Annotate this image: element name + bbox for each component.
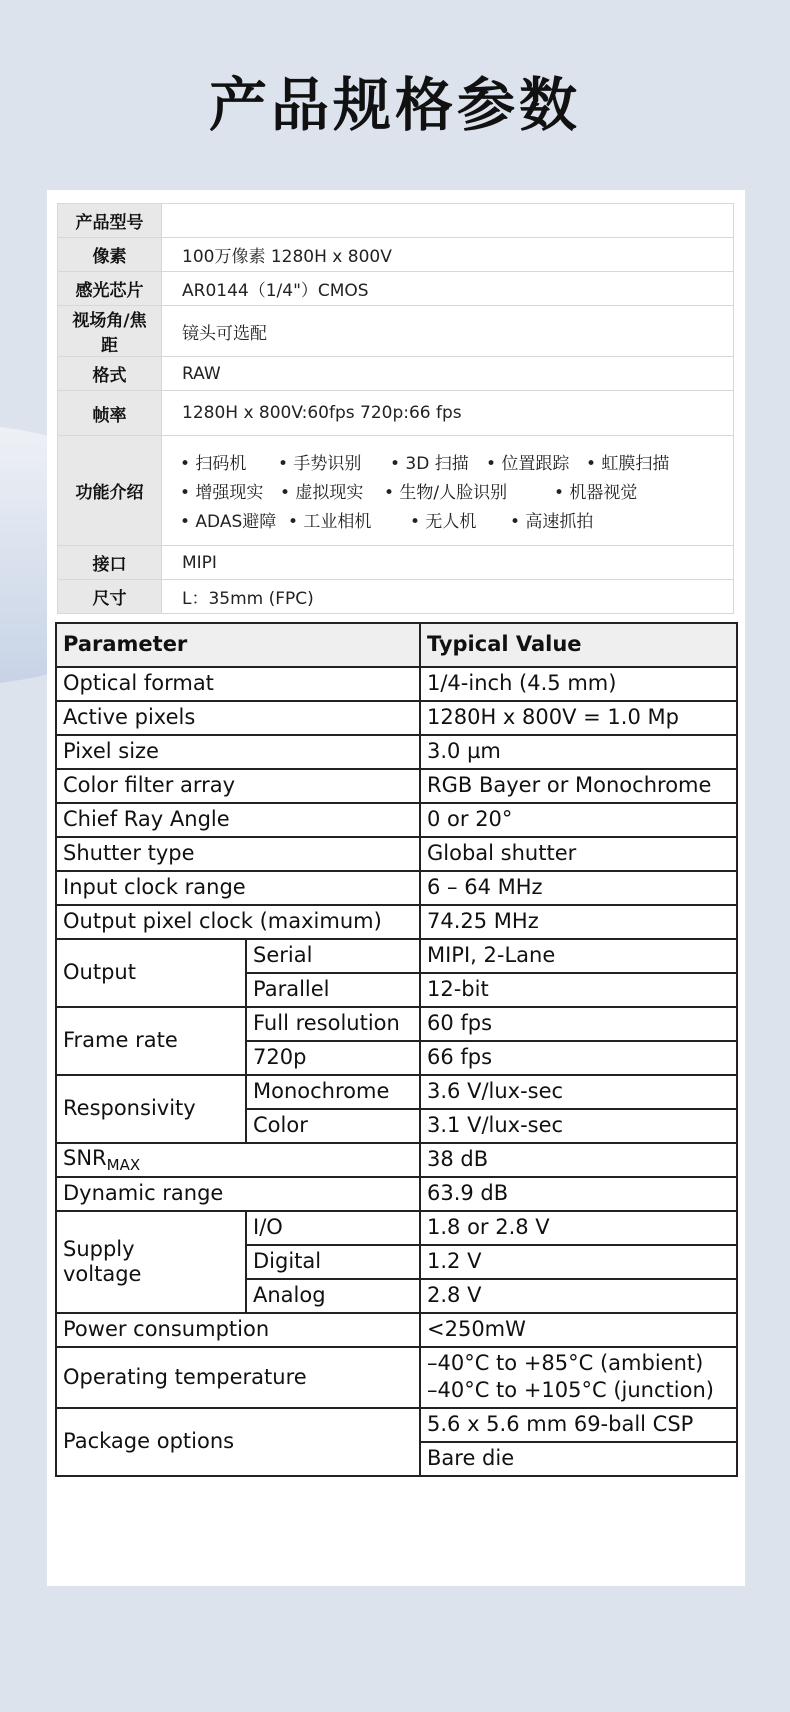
- table-row: [56, 1177, 737, 1211]
- table-row: [56, 769, 737, 803]
- table-row: [56, 1408, 737, 1442]
- param-value: 3.1 V/lux-sec: [420, 1109, 737, 1143]
- spec-key: 尺寸: [58, 580, 162, 614]
- param-label: Frame rate: [56, 1007, 246, 1075]
- param-label: Optical format: [56, 667, 420, 701]
- features-line: [180, 505, 713, 534]
- feature-item: • 扫码机: [180, 454, 247, 474]
- spec-key: 感光芯片: [58, 272, 162, 306]
- features-line: [180, 447, 713, 476]
- param-label: Input clock range: [56, 871, 420, 905]
- spec-value: 镜头可选配: [162, 306, 734, 357]
- table-row: [58, 306, 734, 357]
- feature-item: • 增强现实: [180, 483, 264, 503]
- param-value: 60 fps: [420, 1007, 737, 1041]
- spec-key: 视场角/焦距: [58, 306, 162, 357]
- spec-value: 1280H x 800V:60fps 720p:66 fps: [162, 391, 734, 436]
- feature-item: • ADAS避障: [180, 512, 277, 532]
- feature-item: • 虚拟现实: [280, 483, 364, 503]
- param-sublabel: Monochrome: [246, 1075, 420, 1109]
- column-header-value: Typical Value: [420, 623, 737, 667]
- param-label: [56, 1143, 420, 1177]
- param-sublabel: Full resolution: [246, 1007, 420, 1041]
- parameter-table: [55, 622, 738, 1477]
- param-value: MIPI, 2-Lane: [420, 939, 737, 973]
- param-sublabel: 720p: [246, 1041, 420, 1075]
- param-value: RGB Bayer or Monochrome: [420, 769, 737, 803]
- param-sublabel: Analog: [246, 1279, 420, 1313]
- table-row: [56, 1347, 737, 1408]
- param-sublabel: Serial: [246, 939, 420, 973]
- param-sublabel: Parallel: [246, 973, 420, 1007]
- spec-card: [47, 190, 745, 1586]
- param-value: <250mW: [420, 1313, 737, 1347]
- table-row: [56, 735, 737, 769]
- param-label: Output: [56, 939, 246, 1007]
- spec-key: 像素: [58, 238, 162, 272]
- table-row: [58, 580, 734, 614]
- snr-subscript: MAX: [106, 1156, 141, 1175]
- spec-value: MIPI: [162, 546, 734, 580]
- spec-key: 接口: [58, 546, 162, 580]
- param-label: Active pixels: [56, 701, 420, 735]
- param-label: [56, 1211, 246, 1313]
- param-value: 0 or 20°: [420, 803, 737, 837]
- feature-item: • 高速抓拍: [510, 512, 594, 532]
- param-value: 66 fps: [420, 1041, 737, 1075]
- feature-item: • 机器视觉: [554, 483, 638, 503]
- table-row: [58, 204, 734, 238]
- param-value: 1.8 or 2.8 V: [420, 1211, 737, 1245]
- param-label: Dynamic range: [56, 1177, 420, 1211]
- column-header-parameter: Parameter: [56, 623, 420, 667]
- param-value: 12-bit: [420, 973, 737, 1007]
- param-value: 3.0 µm: [420, 735, 737, 769]
- param-label: Shutter type: [56, 837, 420, 871]
- param-sublabel: Color: [246, 1109, 420, 1143]
- feature-item: • 位置跟踪: [486, 454, 570, 474]
- feature-item: • 手势识别: [278, 454, 362, 474]
- param-value: 1.2 V: [420, 1245, 737, 1279]
- feature-item: • 3D 扫描: [390, 454, 469, 474]
- spec-value: 100万像素 1280H x 800V: [162, 238, 734, 272]
- param-label: Package options: [56, 1408, 420, 1476]
- table-row: [58, 357, 734, 391]
- param-value: 2.8 V: [420, 1279, 737, 1313]
- temp-junction: –40°C to +105°C (junction): [427, 1378, 714, 1403]
- param-label: Operating temperature: [56, 1347, 420, 1408]
- param-label: Power consumption: [56, 1313, 420, 1347]
- supply-label-line: Supply: [63, 1236, 135, 1261]
- feature-item: • 工业相机: [288, 512, 372, 532]
- param-value: 1280H x 800V = 1.0 Mp: [420, 701, 737, 735]
- param-sublabel: I/O: [246, 1211, 420, 1245]
- param-label: Responsivity: [56, 1075, 246, 1143]
- table-row: [56, 701, 737, 735]
- table-row: [56, 667, 737, 701]
- table-row: [56, 1211, 737, 1245]
- spec-key: 格式: [58, 357, 162, 391]
- spec-value: [162, 204, 734, 238]
- param-value: Bare die: [420, 1442, 737, 1476]
- spec-table-cn: [57, 203, 734, 614]
- table-row: [56, 939, 737, 973]
- features-cell: [162, 436, 734, 546]
- snr-label: SNR: [63, 1145, 107, 1170]
- table-row: [56, 871, 737, 905]
- param-label: Output pixel clock (maximum): [56, 905, 420, 939]
- spec-key: 帧率: [58, 391, 162, 436]
- table-row: [58, 546, 734, 580]
- param-value: 6 – 64 MHz: [420, 871, 737, 905]
- feature-item: • 无人机: [410, 512, 477, 532]
- param-value: [420, 1347, 737, 1408]
- spec-key: 产品型号: [58, 204, 162, 238]
- table-row: [56, 1143, 737, 1177]
- param-value: 1/4-inch (4.5 mm): [420, 667, 737, 701]
- feature-item: • 虹膜扫描: [586, 454, 670, 474]
- spec-value: AR0144（1/4"）CMOS: [162, 272, 734, 306]
- table-row: [56, 1007, 737, 1041]
- param-value: 5.6 x 5.6 mm 69-ball CSP: [420, 1408, 737, 1442]
- table-row: [56, 803, 737, 837]
- temp-ambient: –40°C to +85°C (ambient): [427, 1351, 704, 1375]
- feature-item: • 生物/人脸识别: [384, 483, 508, 503]
- table-row: [58, 436, 734, 546]
- table-row: [58, 391, 734, 436]
- table-row: [58, 272, 734, 306]
- param-sublabel: Digital: [246, 1245, 420, 1279]
- features-line: [180, 476, 713, 505]
- table-row: [56, 1075, 737, 1109]
- spec-value: L：35mm (FPC): [162, 580, 734, 614]
- table-row: [56, 837, 737, 871]
- table-row: [56, 905, 737, 939]
- spec-value: RAW: [162, 357, 734, 391]
- table-row: [58, 238, 734, 272]
- param-value: Global shutter: [420, 837, 737, 871]
- param-value: 38 dB: [420, 1143, 737, 1177]
- supply-label-line: voltage: [63, 1262, 142, 1286]
- param-label: Color filter array: [56, 769, 420, 803]
- param-label: Chief Ray Angle: [56, 803, 420, 837]
- table-header-row: [56, 623, 737, 667]
- table-row: [56, 1313, 737, 1347]
- page-title: 产品规格参数: [208, 71, 581, 139]
- param-value: 63.9 dB: [420, 1177, 737, 1211]
- spec-key: 功能介绍: [58, 436, 162, 546]
- param-value: 74.25 MHz: [420, 905, 737, 939]
- param-label: Pixel size: [56, 735, 420, 769]
- param-value: 3.6 V/lux-sec: [420, 1075, 737, 1109]
